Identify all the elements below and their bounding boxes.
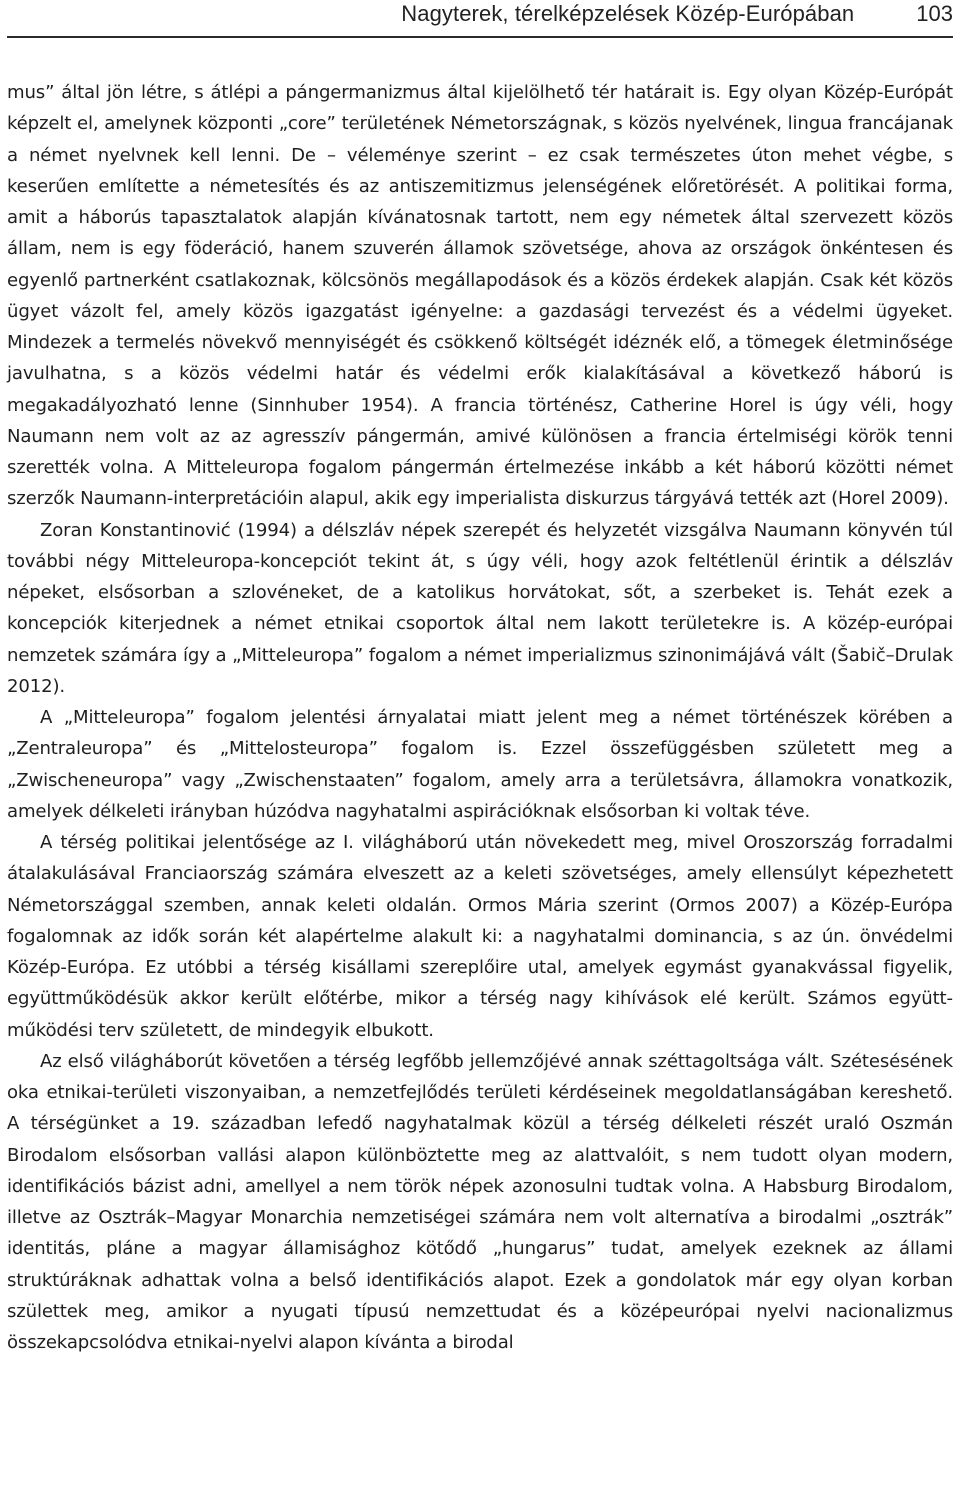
body-text bbox=[7, 77, 953, 1358]
paragraph: mus” által jön létre, s átlépi a pángermanizmus által kijelölhető tér határait is. Egy olyan Közép-Európát képzelt el, amelynek központi „core” területének Németországnak, s közös nyelvének, lingua francájanak a német nyelvnek kell lenni. De – véleménye szerint – ez csak természetes úton mehet végbe, s keserűen említette a németesítés és az antiszemitizmus jelenségének előretörését. A politikai forma, amit a háborús tapasztalatok alapján kívánatosnak tartott, nem egy németek által szervezett közös állam, nem is egy föderáció, hanem szuverén államok szövetsége, ahova az országok önkéntesen és egyenlő partnerként csatlakoznak, kölcsönös megállapodások és a közös érdekek alapján. Csak két közös ügyet vázolt fel, amely közös igazgatást igényelne: a gazdasági tervezést és a védelmi ügyeket. Mindezek a termelés növekvő mennyiségét és csökkenő költségét idéznék elő, a tömegek életminősége javulhatna, s a közös védelmi határ és védelmi erők kialakításával a következő háború is megakadályozható lenne (Sinnhuber 1954). A francia történész, Catherine Horel is úgy véli, hogy Naumann nem volt az az agresszív pángermán, amivé különösen a francia értelmiségi körök tenni szerették volna. A Mitteleuropa fogalom pángermán értelmezése inkább a két háború közötti német szerzők Naumann-interpretációin alapul, akik egy imperialista diskurzus tárgyává tették azt (Horel 2009). bbox=[7, 82, 953, 510]
document-page bbox=[7, 0, 953, 1358]
paragraph: A „Mitteleuropa” fogalom jelentési árnyalatai miatt jelent meg a német történészek körében a „Zentraleuropa” és „Mittelosteuropa” fogalom is. Ezzel összefüggésben született meg a „Zwischeneuropa” vagy „Zwischenstaaten” fogalom, amely arra a területsávra, államokra vonatkozik, amelyek délkeleti irányban húzódva nagyhatalmi aspirációknak elsősorban ki voltak téve. bbox=[7, 707, 953, 822]
header-rule bbox=[7, 36, 953, 38]
running-header bbox=[7, 0, 953, 31]
running-title: Nagyterek, térelképzelések Közép-Európában bbox=[401, 1, 855, 26]
paragraph: A térség politikai jelentősége az I. világháború után növekedett meg, mivel Oroszország forradalmi átalakulásával Franciaország számára elveszett az a keleti szövetséges, amely ellensúlyt képezhetett Németországgal szemben, annak keleti oldalán. Ormos Mária szerint (Ormos 2007) a Közép-Európa fogalomnak az idők során két alapértelme alakult ki: a nagyhatalmi dominancia, s az ún. önvédelmi Közép-Európa. Ez utóbbi a térség kisállami szereplőire utal, amelyek egymást gyanakvással figyelik, együttműködésük akkor került előtérbe, mikor a térség nagy kihívások elé került. Számos együttműködési terv született, de mindegyik elbukott. bbox=[7, 832, 953, 1041]
paragraph: Zoran Konstantinović (1994) a délszláv népek szerepét és helyzetét vizsgálva Naumann könyvén túl további négy Mitteleuropa-koncepciót tekint át, s úgy véli, hogy azok feltétlenül érintik a délszláv népeket, elsősorban a szlovéneket, de a katolikus horvátokat, sőt, a szerbeket is. Tehát ezek a koncepciók kiterjednek a német etnikai csoportok által nem lakott területekre is. A közép-európai nemzetek számára így a „Mitteleuropa” fogalom a német imperializmus szinonimájává vált (Šabič–Drulak 2012). bbox=[7, 519, 953, 697]
paragraph: Az első világháborút követően a térség legfőbb jellemzőjévé annak széttagoltsága vált. Szétesésének oka etnikai-területi viszonyaiban, a nemzetfejlődés területi kérdéseinek megoldatlanságában kereshető. A térségünket a 19. században lefedő nagyhatalmak közül a térség délkeleti részét uraló Oszmán Birodalom elsősorban vallási alapon különböztette meg az alattvalóit, s nem tudott olyan modern, identifikációs bázist adni, amellyel a nem török népek azonosulni tudtak volna. A Habsburg Birodalom, illetve az Osztrák–Magyar Monarchia nemzetiségei számára nem volt alternatíva a birodalmi „osztrák” identitás, pláne a magyar államisághoz kötődő „hungarus” tudat, amelyek ezeknek az állami struktúráknak adhattak volna a belső identifikációs alapot. Ezek a gondolatok már egy olyan korban születtek meg, amikor a nyugati típusú nemzettudat és a középeurópai nyelvi nacionalizmus összekapcsolódva etnikai-nyelvi alapon kívánta a birodal bbox=[7, 1050, 953, 1353]
page-number: 103 bbox=[916, 1, 953, 26]
